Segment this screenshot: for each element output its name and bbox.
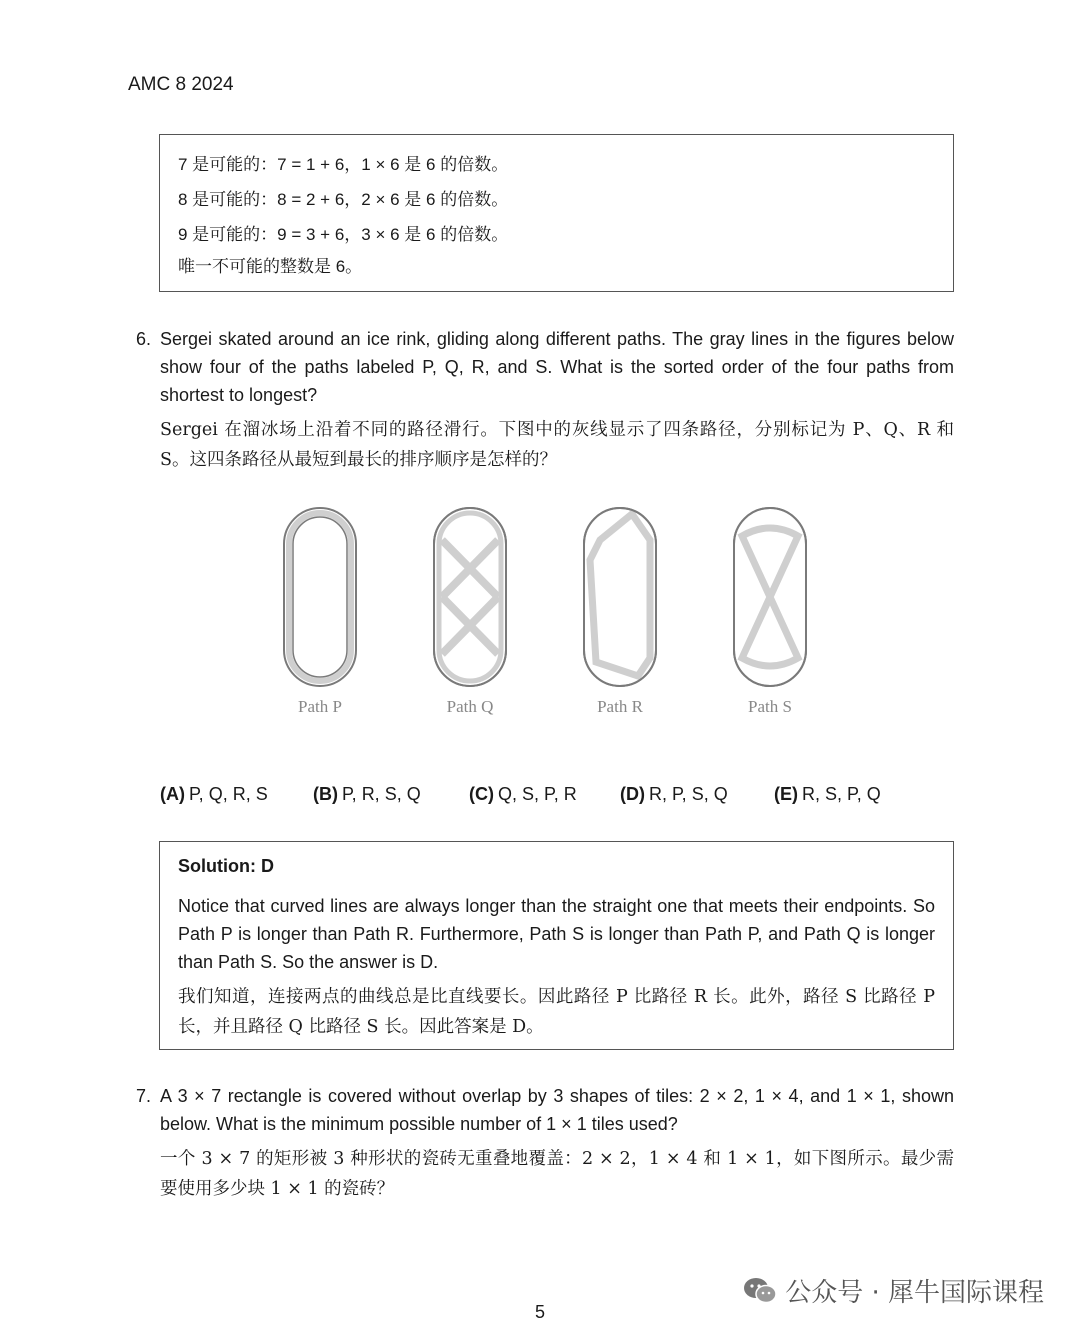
solution-box (159, 841, 954, 1050)
choice-text: R, S, P, Q (802, 784, 881, 804)
path-label: Path R (597, 697, 643, 716)
question-text-en: A 3 × 7 rectangle is covered without overlap by 3 shapes of tiles: 2 × 2, 1 × 4, and 1 × 1, shown below. What is the minimum possible number of 1 × 1 tiles used? (160, 1086, 954, 1134)
path-p-figure (284, 508, 356, 686)
choice-text: Q, S, P, R (498, 784, 577, 804)
choice-e[interactable] (774, 784, 881, 805)
question-number: 7. (136, 1086, 152, 1106)
solution-text-zh: 我们知道，连接两点的曲线总是比直线要长。因此路径 P 比路径 R 长。此外，路径 S 比路径 P 长，并且路径 Q 比路径 S 长。因此答案是 D。 (178, 987, 935, 1037)
question-text-zh: Sergei 在溜冰场上沿着不同的路径滑行。下图中的灰线显示了四条路径，分别标记为 P、Q、R 和 S。这四条路径从最短到最长的排序顺序是怎样的？ (160, 420, 954, 470)
solution-line: 唯一不可能的整数是 6。 (178, 257, 363, 276)
paths-figure (260, 500, 820, 730)
choice-text: P, R, S, Q (342, 784, 421, 804)
choice-c[interactable] (469, 784, 577, 805)
path-label: Path S (748, 697, 792, 716)
question-number: 6. (136, 329, 152, 349)
choice-a[interactable] (160, 784, 268, 805)
solution-line: 7 是可能的：7 = 1 + 6，1 × 6 是 6 的倍数。 (178, 155, 509, 174)
choice-letter: (A) (160, 784, 185, 804)
choice-b[interactable] (313, 784, 421, 805)
solution-text-en: Notice that curved lines are always longer than the straight one that meets their endpoints. So Path P is longer than Path R. Furthermore, Path S is longer than Path P, and Path Q is longer than Path S. So the answer is D. (178, 896, 935, 972)
choice-letter: (B) (313, 784, 338, 804)
path-label: Path Q (446, 697, 494, 716)
choice-letter: (C) (469, 784, 494, 804)
watermark-text: 公众号 · 犀牛国际课程 (785, 1278, 1044, 1308)
wechat-icon (743, 1277, 777, 1305)
answer-choices (160, 784, 920, 812)
choice-text: P, Q, R, S (189, 784, 268, 804)
question-text-zh: 一个 3 × 7 的矩形被 3 种形状的瓷砖无重叠地覆盖：2 × 2，1 × 4 和 1 × 1，如下图所示。最少需要使用多少块 1 × 1 的瓷砖？ (160, 1149, 954, 1199)
previous-solution-box (159, 134, 954, 292)
solution-line: 8 是可能的：8 = 2 + 6，2 × 6 是 6 的倍数。 (178, 190, 509, 209)
path-label: Path P (298, 697, 342, 716)
solution-title: Solution: D (178, 856, 274, 876)
path-r-figure (584, 508, 656, 686)
question-7 (136, 1082, 954, 1204)
page-number: 5 (534, 1302, 545, 1322)
choice-letter: (D) (620, 784, 645, 804)
page-header: AMC 8 2024 (128, 74, 234, 95)
solution-line: 9 是可能的：9 = 3 + 6，3 × 6 是 6 的倍数。 (178, 225, 509, 244)
choice-d[interactable] (620, 784, 728, 805)
path-q-figure (434, 508, 506, 686)
choice-letter: (E) (774, 784, 798, 804)
choice-text: R, P, S, Q (649, 784, 728, 804)
question-text-en: Sergei skated around an ice rink, gliding along different paths. The gray lines in the figures below show four of the paths labeled P, Q, R, and S. What is the sorted order of the four paths from shortest to longest? (160, 329, 954, 405)
question-6 (136, 325, 954, 475)
paths-diagram (260, 500, 820, 730)
path-s-figure (734, 508, 806, 686)
